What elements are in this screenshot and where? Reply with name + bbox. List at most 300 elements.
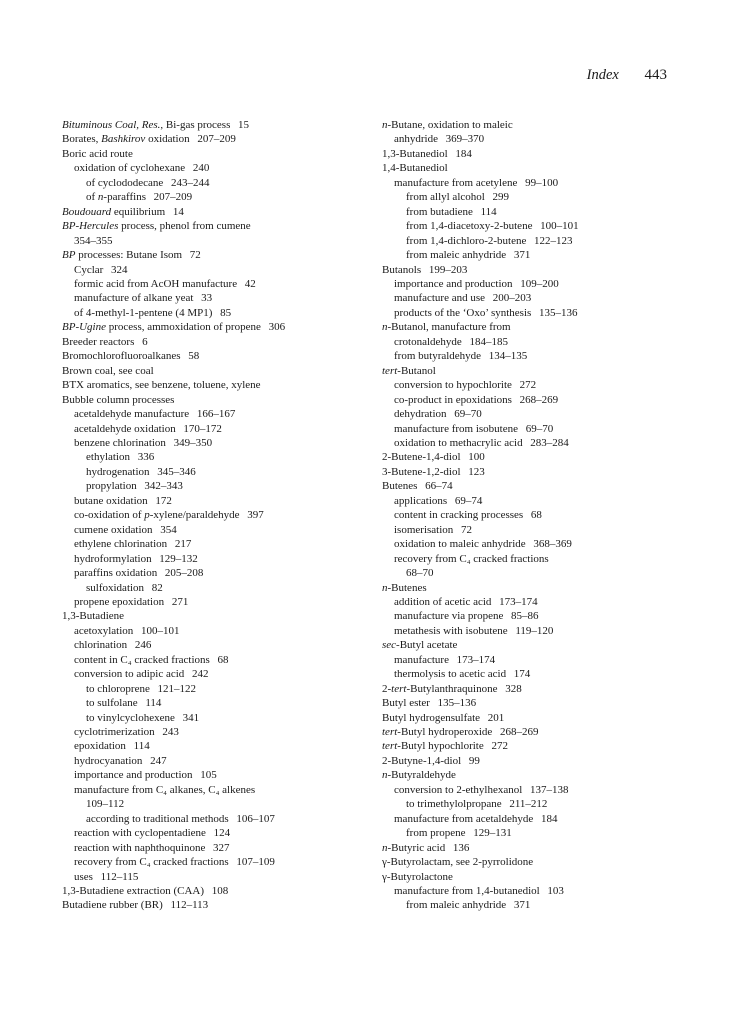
entry-text: -Butenes <box>387 581 427 594</box>
entry-text: -Butyl hypochlorite <box>397 740 484 753</box>
index-entry <box>382 436 682 450</box>
entry-text: oxidation <box>145 133 190 146</box>
entry-page-ref: 33 <box>201 292 213 305</box>
entry-page-ref: 114 <box>133 740 150 753</box>
index-entry <box>382 364 682 378</box>
entry-page-ref: 184–185 <box>469 335 508 348</box>
entry-page-ref: 397 <box>247 509 264 522</box>
index-entry <box>382 537 682 551</box>
entry-page-ref: 371 <box>513 249 531 262</box>
index-entry <box>62 422 362 436</box>
entry-text: 1,3-Butanediol <box>382 147 448 160</box>
entry-page-ref: 114 <box>480 205 497 218</box>
index-entry <box>382 349 682 363</box>
entry-text: of 4-methyl-1-pentene (4 MP1) <box>74 306 213 319</box>
entry-page-ref: 14 <box>172 205 184 218</box>
index-entry <box>62 378 362 392</box>
index-entry <box>382 422 682 436</box>
index-entry <box>382 797 682 811</box>
index-entry <box>382 494 682 508</box>
entry-text: tert <box>382 726 398 739</box>
entry-text: ethylation <box>86 451 130 464</box>
entry-page-ref: 99–100 <box>525 176 559 189</box>
index-entry <box>382 320 682 334</box>
entry-text: Borates, <box>62 133 102 146</box>
entry-text: n <box>382 581 388 594</box>
entry-page-ref: 283–284 <box>530 436 569 449</box>
entry-text: crotonaldehyde <box>394 335 462 348</box>
entry-text: Bashkirov <box>101 133 146 146</box>
index-entry <box>382 667 682 681</box>
index-entry <box>62 132 362 146</box>
index-entry <box>62 609 362 623</box>
entry-page-ref: 166–167 <box>196 408 236 421</box>
entry-text: 3-Butene-1,2-diol <box>382 465 461 478</box>
entry-text: 2-Butene-1,4-diol <box>382 451 461 464</box>
index-entry <box>382 725 682 739</box>
entry-text: chlorination <box>74 639 128 652</box>
entry-text: content in C₄ cracked fractions <box>74 653 210 666</box>
entry-text: p <box>144 509 150 522</box>
entry-page-ref: 109–112 <box>86 798 125 811</box>
entry-page-ref: 201 <box>487 711 505 724</box>
entry-text: BTX aromatics, see benzene, toluene, xylene <box>62 379 261 392</box>
index-column-right <box>382 118 682 913</box>
index-entry <box>62 335 362 349</box>
entry-text: γ-Butyrolactone <box>382 870 453 883</box>
entry-page-ref: 129–131 <box>473 827 512 840</box>
index-entry <box>382 205 682 219</box>
index-entry <box>62 638 362 652</box>
entry-page-ref: 69–74 <box>454 494 483 507</box>
entry-text: content in cracking processes <box>394 509 524 522</box>
entry-page-ref: 173–174 <box>499 595 538 608</box>
entry-text: cyclotrimerization <box>74 726 155 739</box>
entry-page-ref: 369–370 <box>445 133 485 146</box>
entry-page-ref: 336 <box>137 451 155 464</box>
entry-text: oxidation of cyclohexane <box>74 162 186 175</box>
entry-page-ref: 246 <box>134 639 152 652</box>
entry-page-ref: 199–203 <box>428 263 468 276</box>
index-entry <box>62 407 362 421</box>
index-entry <box>382 855 682 869</box>
entry-text: from propene <box>406 827 466 840</box>
entry-text: of cyclododecane <box>86 176 164 189</box>
entry-page-ref: 68 <box>530 509 542 522</box>
entry-text: cumene oxidation <box>74 523 153 536</box>
entry-page-ref: 100–101 <box>540 220 579 233</box>
index-entry <box>382 826 682 840</box>
entry-text: BP-Hercules <box>62 220 119 233</box>
entry-page-ref: 99 <box>468 754 480 767</box>
index-entry <box>62 581 362 595</box>
entry-page-ref: 69–70 <box>454 408 482 421</box>
entry-page-ref: 135–136 <box>437 697 477 710</box>
entry-text: Brown coal, see coal <box>62 364 154 377</box>
index-entry <box>62 436 362 450</box>
entry-text: propene epoxidation <box>74 595 165 608</box>
index-entry <box>382 465 682 479</box>
entry-page-ref: 124 <box>213 827 231 840</box>
entry-text: equilibrium <box>111 205 166 218</box>
entry-text: conversion to hypochlorite <box>394 379 512 392</box>
index-entry <box>62 248 362 262</box>
entry-text: reaction with cyclopentadiene <box>74 827 206 840</box>
entry-text: acetoxylation <box>74 624 134 637</box>
entry-text: formic acid from AcOH manufacture <box>74 277 238 290</box>
entry-text: manufacture from acetaldehyde <box>394 812 534 825</box>
entry-text: products of the ‘Oxo’ synthesis <box>394 306 532 319</box>
entry-text: manufacture from C₄ alkanes, C₄ alkenes <box>74 783 256 796</box>
entry-text: to trimethylolpropane <box>406 798 502 811</box>
index-entry <box>62 595 362 609</box>
entry-text: co-product in epoxidations <box>394 393 512 406</box>
entry-text: manufacture from acetylene <box>394 176 518 189</box>
entry-page-ref: 112–115 <box>100 870 139 883</box>
entry-text: -Butyl acetate <box>396 639 458 652</box>
index-entry <box>382 335 682 349</box>
index-entry <box>382 147 682 161</box>
index-entry <box>62 841 362 855</box>
index-entry <box>382 841 682 855</box>
entry-page-ref: 108 <box>211 885 229 898</box>
index-entry <box>382 378 682 392</box>
entry-text: n <box>382 321 388 334</box>
entry-text: oxidation to maleic anhydride <box>394 538 526 551</box>
entry-text: tert <box>382 364 398 377</box>
entry-page-ref: 85 <box>220 306 232 319</box>
entry-page-ref: 135–136 <box>538 306 578 319</box>
index-entry <box>62 812 362 826</box>
entry-text: -Butyraldehyde <box>387 769 456 782</box>
entry-text: Butyl hydrogensulfate <box>382 711 481 724</box>
index-entry <box>62 450 362 464</box>
entry-text: Bromochlorofluoroalkanes <box>62 350 181 363</box>
entry-text: manufacture from 1,4-butanediol <box>394 885 540 898</box>
index-entry <box>382 176 682 190</box>
entry-text: processes: Butane Isom <box>75 249 183 262</box>
index-entry <box>382 306 682 320</box>
index-entry <box>62 393 362 407</box>
entry-page-ref: 170–172 <box>183 422 222 435</box>
entry-text: Boudouard <box>62 205 112 218</box>
entry-page-ref: 66–74 <box>425 480 453 493</box>
entry-text: dehydration <box>394 408 447 421</box>
entry-text: epoxidation <box>74 740 126 753</box>
index-entry <box>62 783 362 797</box>
entry-text: recovery from C₄ cracked fractions <box>394 552 549 565</box>
index-entry <box>62 234 362 248</box>
index-entry <box>62 147 362 161</box>
index-entry <box>382 754 682 768</box>
entry-page-ref: 217 <box>174 538 192 551</box>
entry-text: -Butyl hydroperoxide <box>397 726 493 739</box>
entry-page-ref: 271 <box>171 595 189 608</box>
running-header <box>587 67 667 84</box>
entry-text: Butanols <box>382 263 422 276</box>
entry-text: Butenes <box>382 480 418 493</box>
entry-text: importance and production <box>394 277 513 290</box>
index-entry <box>382 653 682 667</box>
index-entry <box>62 739 362 753</box>
entry-text: process, ammoxidation of propene <box>105 321 261 334</box>
index-entry <box>382 682 682 696</box>
entry-page-ref: 112–113 <box>170 899 209 912</box>
index-entry <box>62 624 362 638</box>
entry-text: from butadiene <box>406 205 473 218</box>
index-entry <box>382 624 682 638</box>
entry-text: 1,3-Butadiene extraction (CAA) <box>62 885 205 898</box>
entry-page-ref: 42 <box>244 277 256 290</box>
entry-text: 1,3-Butadiene <box>62 610 125 623</box>
entry-page-ref: 137–138 <box>530 783 569 796</box>
entry-text: to vinylcyclohexene <box>86 711 175 724</box>
entry-page-ref: 136 <box>452 841 470 854</box>
index-entry <box>62 161 362 175</box>
index-entry <box>382 132 682 146</box>
entry-page-ref: 15 <box>238 119 250 131</box>
index-entry <box>62 523 362 537</box>
entry-page-ref: 354–355 <box>74 234 113 247</box>
entry-text: acetaldehyde manufacture <box>74 408 190 421</box>
index-entry <box>62 653 362 667</box>
entry-page-ref: 371 <box>513 899 531 912</box>
entry-text: γ-Butyrolactam, see 2-pyrrolidone <box>382 856 534 869</box>
index-entry <box>382 407 682 421</box>
index-entry <box>382 523 682 537</box>
index-entry <box>62 898 362 912</box>
entry-text: hydrogenation <box>86 465 150 478</box>
entry-page-ref: 247 <box>150 754 167 767</box>
entry-text: sulfoxidation <box>86 581 145 594</box>
index-entry <box>382 739 682 753</box>
index-entry <box>62 884 362 898</box>
index-entry <box>382 393 682 407</box>
index-entry <box>382 263 682 277</box>
index-entry <box>382 161 682 175</box>
index-entry <box>382 566 682 580</box>
index-entry <box>62 870 362 884</box>
entry-text: applications <box>394 494 448 507</box>
entry-page-ref: 299 <box>492 191 509 204</box>
index-entry <box>62 768 362 782</box>
entry-page-ref: 341 <box>182 711 200 724</box>
entry-text: BP <box>62 249 76 262</box>
header-word: Index <box>586 67 619 83</box>
entry-page-ref: 345–346 <box>157 465 196 478</box>
entry-page-ref: 109–200 <box>520 277 559 290</box>
entry-text: -paraffins <box>103 191 146 204</box>
entry-text: hydroformylation <box>74 552 152 565</box>
entry-page-ref: 122–123 <box>534 234 573 247</box>
entry-text: -Butanol <box>397 364 436 377</box>
entry-text: BP-Ugine <box>62 321 106 334</box>
entry-page-ref: 200–203 <box>492 292 532 305</box>
entry-text: thermolysis to acetic acid <box>394 668 507 681</box>
entry-text: n <box>97 191 104 204</box>
entry-page-ref: 72 <box>189 249 201 262</box>
entry-page-ref: 134–135 <box>488 350 528 363</box>
index-entry <box>62 263 362 277</box>
index-entry <box>62 364 362 378</box>
entry-text: butane oxidation <box>74 494 148 507</box>
index-entry <box>62 537 362 551</box>
index-entry <box>62 855 362 869</box>
entry-page-ref: 327 <box>213 841 230 854</box>
entry-text: from butyraldehyde <box>394 350 482 363</box>
entry-page-ref: 85–86 <box>511 610 539 623</box>
entry-page-ref: 243–244 <box>170 176 210 189</box>
entry-text: -Butyric acid <box>387 841 446 854</box>
index-entry <box>382 450 682 464</box>
entry-text: -Butane, oxidation to maleic <box>387 119 513 131</box>
index-entry <box>382 118 682 132</box>
index-entry <box>62 696 362 710</box>
entry-page-ref: 354 <box>160 523 177 536</box>
index-entry <box>382 291 682 305</box>
entry-text: reaction with naphthoquinone <box>74 841 206 854</box>
entry-page-ref: 68 <box>217 653 229 666</box>
entry-page-ref: 242 <box>191 668 209 681</box>
entry-text: oxidation to methacrylic acid <box>394 436 523 449</box>
index-entry <box>382 696 682 710</box>
entry-page-ref: 328 <box>505 682 522 695</box>
entry-page-ref: 184 <box>540 812 558 825</box>
entry-text: -Butanol, manufacture from <box>387 321 511 334</box>
entry-text: importance and production <box>74 769 193 782</box>
entry-page-ref: 173–174 <box>456 653 496 666</box>
index-entry <box>62 320 362 334</box>
entry-page-ref: 240 <box>192 162 210 175</box>
index-entry <box>382 711 682 725</box>
index-entry <box>382 812 682 826</box>
entry-text: metathesis with isobutene <box>394 624 508 637</box>
entry-page-ref: 349–350 <box>173 436 213 449</box>
entry-page-ref: 129–132 <box>159 552 198 565</box>
entry-text: process, phenol from cumene <box>118 220 251 233</box>
entry-page-ref: 106–107 <box>236 812 275 825</box>
entry-text: -xylene/paraldehyde <box>149 509 240 522</box>
entry-text: paraffins oxidation <box>74 567 158 580</box>
entry-text: manufacture from isobutene <box>394 422 519 435</box>
entry-page-ref: 121–122 <box>157 682 197 695</box>
entry-page-ref: 119–120 <box>515 624 554 637</box>
index-entry <box>62 205 362 219</box>
index-entry <box>382 898 682 912</box>
index-entry <box>62 465 362 479</box>
entry-page-ref: 114 <box>145 697 162 710</box>
index-entry <box>382 219 682 233</box>
entry-text: from maleic anhydride <box>406 899 507 912</box>
entry-text: uses <box>74 870 93 883</box>
index-entry <box>62 176 362 190</box>
entry-text: of <box>86 191 98 204</box>
entry-text: acetaldehyde oxidation <box>74 422 176 435</box>
index-entry <box>62 349 362 363</box>
entry-page-ref: 100–101 <box>140 624 180 637</box>
index-entry <box>62 566 362 580</box>
entry-text: manufacture <box>394 653 449 666</box>
entry-text: conversion to 2-ethylhexanol <box>394 783 523 796</box>
index-entry <box>62 291 362 305</box>
entry-text: hydrocyanation <box>74 754 143 767</box>
index-entry <box>382 248 682 262</box>
entry-page-ref: 103 <box>547 885 564 898</box>
entry-text: recovery from C₄ cracked fractions <box>74 856 229 869</box>
index-entry <box>382 581 682 595</box>
entry-page-ref: 207–209 <box>153 191 193 204</box>
entry-page-ref: 268–269 <box>499 726 539 739</box>
index-entry <box>62 190 362 204</box>
entry-text: addition of acetic acid <box>394 595 492 608</box>
entry-text: 2- <box>382 682 392 695</box>
index-entry <box>62 711 362 725</box>
entry-text: , Bi-gas process <box>160 119 231 131</box>
entry-text: from 1,4-dichloro-2-butene <box>406 234 527 247</box>
index-entry <box>62 306 362 320</box>
entry-page-ref: 368–369 <box>533 538 572 551</box>
index-entry <box>62 219 362 233</box>
index-entry <box>382 190 682 204</box>
entry-page-ref: 105 <box>200 769 217 782</box>
entry-page-ref: 306 <box>268 321 286 334</box>
entry-text: according to traditional methods <box>86 812 229 825</box>
entry-text: co-oxidation of <box>74 509 145 522</box>
entry-page-ref: 174 <box>513 668 531 681</box>
index-entry <box>382 552 682 566</box>
entry-text: -Butylanthraquinone <box>406 682 498 695</box>
entry-text: manufacture via propene <box>394 610 504 623</box>
entry-page-ref: 211–212 <box>509 798 548 811</box>
entry-page-ref: 58 <box>188 350 200 363</box>
entry-text: benzene chlorination <box>74 436 166 449</box>
entry-text: conversion to adipic acid <box>74 668 185 681</box>
entry-text: sec <box>382 639 397 652</box>
entry-page-ref: 72 <box>460 523 472 536</box>
page-number: 443 <box>644 67 667 83</box>
entry-page-ref: 82 <box>151 581 163 594</box>
entry-text: tert <box>391 682 407 695</box>
entry-page-ref: 6 <box>142 335 148 348</box>
index-entry <box>62 682 362 696</box>
index-entry <box>62 494 362 508</box>
index-entry <box>62 552 362 566</box>
index-entry <box>62 277 362 291</box>
index-entry <box>62 754 362 768</box>
entry-text: n <box>382 769 388 782</box>
entry-text: Butadiene rubber (BR) <box>62 899 163 912</box>
entry-page-ref: 207–209 <box>197 133 236 146</box>
index-entry <box>62 667 362 681</box>
entry-text: Boric acid route <box>62 147 133 160</box>
index-entry <box>382 508 682 522</box>
index-entry <box>62 797 362 811</box>
entry-page-ref: 342–343 <box>144 480 183 493</box>
entry-page-ref: 272 <box>519 379 537 392</box>
entry-text: Cyclar <box>74 263 104 276</box>
entry-page-ref: 100 <box>468 451 485 464</box>
index-entry <box>62 826 362 840</box>
entry-page-ref: 268–269 <box>519 393 559 406</box>
index-entry <box>62 479 362 493</box>
entry-text: Bubble column processes <box>62 393 175 406</box>
entry-text: isomerisation <box>394 523 454 536</box>
entry-text: from allyl alcohol <box>406 191 485 204</box>
entry-text: n <box>382 841 388 854</box>
index-entry <box>382 609 682 623</box>
entry-page-ref: 172 <box>155 494 172 507</box>
index-entry <box>382 870 682 884</box>
